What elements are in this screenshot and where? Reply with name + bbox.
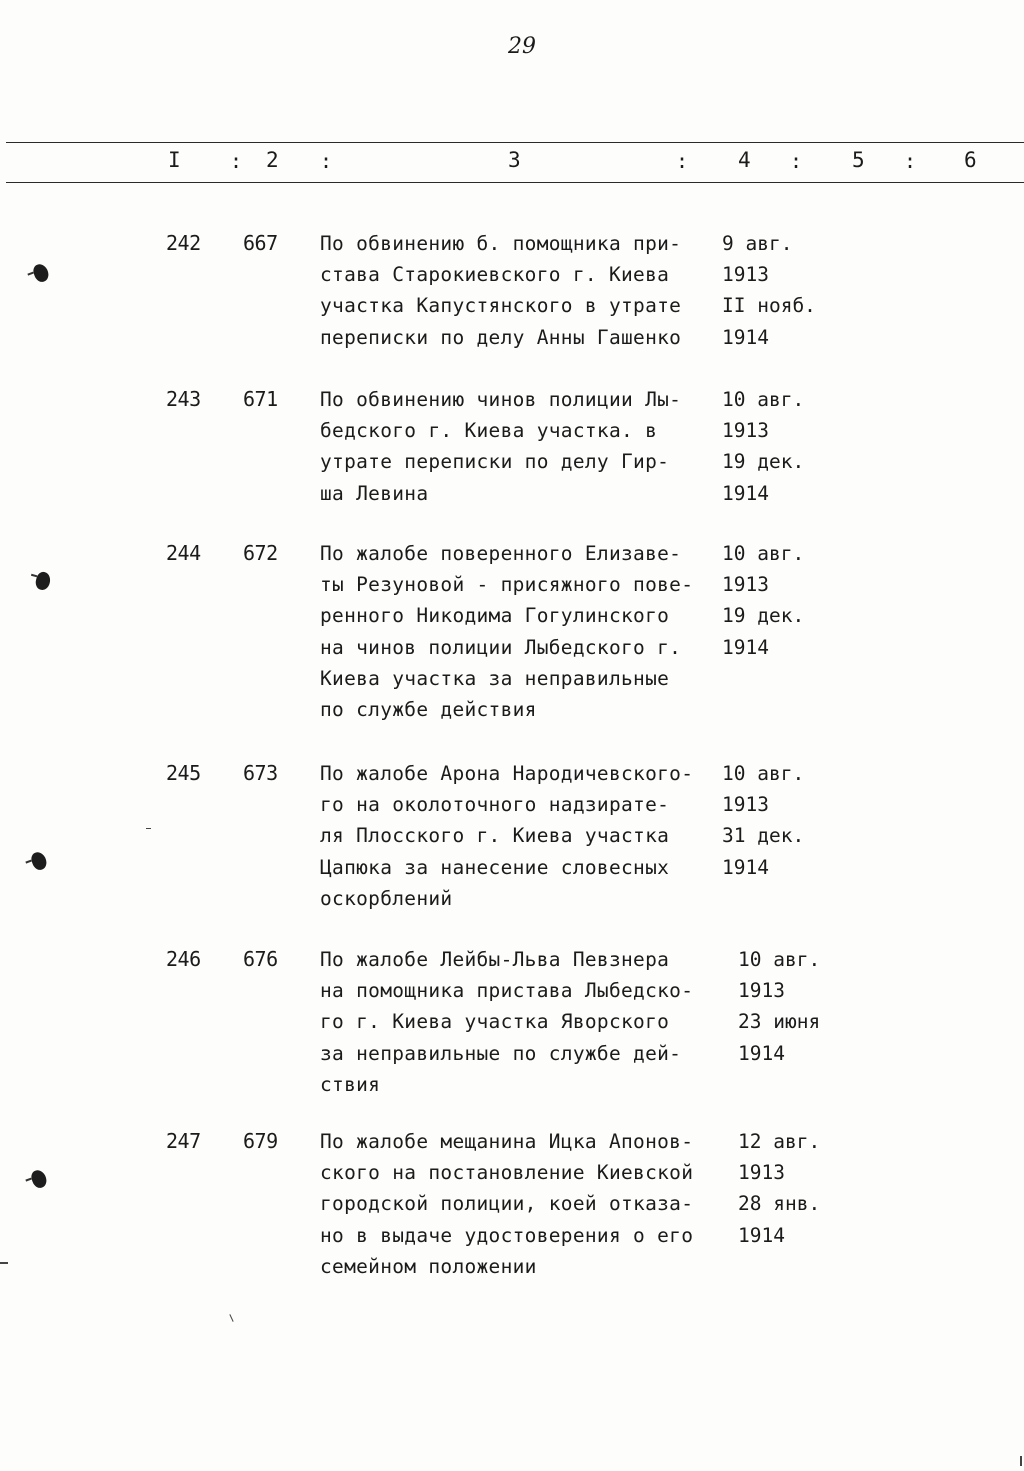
file-number: 676 bbox=[243, 947, 278, 971]
entry-description bbox=[320, 1126, 720, 1282]
end-year: 1914 bbox=[738, 1223, 785, 1247]
description-line: по службе действия bbox=[320, 698, 537, 722]
description-line: городской полиции, коей отказа- bbox=[320, 1192, 694, 1216]
description-line: По жалобе Арона Народичевского- bbox=[320, 762, 694, 785]
column-header-2: 2 bbox=[266, 148, 279, 172]
description-line: ренного Никодима Гогулинского bbox=[320, 604, 670, 628]
entry-description bbox=[320, 228, 720, 353]
entry-number: 245 bbox=[166, 761, 201, 785]
column-separator: : bbox=[320, 149, 333, 173]
description-line: По обвинению б. помощника при- bbox=[320, 232, 682, 255]
entry-number: 242 bbox=[166, 231, 201, 255]
description-line: става Старокиевского г. Киева bbox=[320, 263, 670, 287]
entry-number: 246 bbox=[166, 947, 201, 971]
punch-hole-mark bbox=[29, 1168, 48, 1190]
entry-number: 243 bbox=[166, 387, 201, 411]
punch-hole-mark bbox=[31, 262, 50, 284]
scan-mark bbox=[1020, 1456, 1022, 1466]
description-line: оскорблений bbox=[320, 886, 453, 910]
description-line: переписки по делу Анны Гашенко bbox=[320, 325, 682, 349]
entry-description bbox=[320, 758, 720, 914]
column-separator: : bbox=[790, 149, 803, 173]
description-line: на чинов полиции Лыбедского г. bbox=[320, 635, 682, 659]
column-header-6: 6 bbox=[964, 148, 977, 172]
table-top-rule bbox=[6, 142, 1024, 143]
description-line: го на околоточного надзирате- bbox=[320, 793, 670, 817]
start-year: 1913 bbox=[722, 419, 769, 443]
end-year: 1914 bbox=[722, 855, 769, 879]
end-date: II нояб. bbox=[722, 294, 816, 318]
description-line: утрате переписки по делу Гир- bbox=[320, 450, 670, 474]
end-year: 1914 bbox=[722, 481, 769, 505]
entry-number: 247 bbox=[166, 1129, 201, 1153]
punch-hole-mark bbox=[34, 570, 52, 591]
description-line: ского на постановление Киевской bbox=[320, 1161, 694, 1185]
description-line: ты Резуновой - присяжного пове- bbox=[320, 573, 694, 597]
column-header-5: 5 bbox=[852, 148, 865, 172]
column-header-1: I bbox=[168, 148, 181, 172]
description-line: По жалобе Лейбы-Льва Певзнера bbox=[320, 948, 670, 971]
scan-mark bbox=[146, 828, 151, 829]
description-line: ля Плосского г. Киева участка bbox=[320, 824, 670, 848]
start-date: 9 авг. bbox=[722, 232, 793, 255]
end-year: 1914 bbox=[722, 325, 769, 349]
start-date: 10 авг. bbox=[738, 948, 821, 971]
entry-dates bbox=[738, 1126, 858, 1251]
description-line: По обвинению чинов полиции Лы- bbox=[320, 388, 682, 411]
description-line: на помощника пристава Лыбедско- bbox=[320, 979, 694, 1003]
file-number: 673 bbox=[243, 761, 278, 785]
entry-dates bbox=[722, 384, 842, 509]
entry-description bbox=[320, 384, 720, 509]
end-date: 28 янв. bbox=[738, 1192, 821, 1216]
start-year: 1913 bbox=[722, 263, 769, 287]
start-year: 1913 bbox=[722, 793, 769, 817]
scan-mark bbox=[0, 1262, 8, 1264]
entry-description bbox=[320, 538, 720, 725]
entry-dates bbox=[738, 944, 858, 1069]
start-year: 1913 bbox=[738, 979, 785, 1003]
end-year: 1914 bbox=[722, 635, 769, 659]
column-header-3: 3 bbox=[508, 148, 521, 172]
description-line: бедского г. Киева участка. в bbox=[320, 419, 658, 443]
description-line: ствия bbox=[320, 1072, 381, 1096]
file-number: 671 bbox=[243, 387, 278, 411]
start-date: 12 авг. bbox=[738, 1130, 821, 1153]
description-line: Киева участка за неправильные bbox=[320, 666, 670, 690]
description-line: По жалобе поверенного Елизаве- bbox=[320, 542, 682, 565]
column-separator: : bbox=[676, 149, 689, 173]
end-date: 23 июня bbox=[738, 1010, 821, 1034]
description-line: ша Левина bbox=[320, 481, 429, 505]
description-line: По жалобе мещанина Ицка Апонов- bbox=[320, 1130, 694, 1153]
file-number: 679 bbox=[243, 1129, 278, 1153]
start-year: 1913 bbox=[738, 1161, 785, 1185]
scan-mark bbox=[229, 1314, 233, 1322]
description-line: семейном положении bbox=[320, 1254, 537, 1278]
description-line: го г. Киева участка Яворского bbox=[320, 1010, 670, 1034]
start-date: 10 авг. bbox=[722, 542, 805, 565]
page-number: 29 bbox=[508, 34, 536, 59]
column-separator: : bbox=[230, 149, 243, 173]
entry-dates bbox=[722, 228, 842, 353]
description-line: за неправильные по службе дей- bbox=[320, 1041, 682, 1065]
end-date: 19 дек. bbox=[722, 450, 805, 474]
entry-dates bbox=[722, 758, 842, 883]
end-year: 1914 bbox=[738, 1041, 785, 1065]
start-date: 10 авг. bbox=[722, 388, 805, 411]
entry-description bbox=[320, 944, 720, 1100]
file-number: 667 bbox=[243, 231, 278, 255]
start-date: 10 авг. bbox=[722, 762, 805, 785]
entry-number: 244 bbox=[166, 541, 201, 565]
punch-hole-mark bbox=[29, 850, 48, 872]
column-header-4: 4 bbox=[738, 148, 751, 172]
description-line: но в выдаче удостоверения о его bbox=[320, 1223, 694, 1247]
end-date: 31 дек. bbox=[722, 824, 805, 848]
end-date: 19 дек. bbox=[722, 604, 805, 628]
start-year: 1913 bbox=[722, 573, 769, 597]
description-line: Цапюка за нанесение словесных bbox=[320, 855, 670, 879]
column-separator: : bbox=[904, 149, 917, 173]
file-number: 672 bbox=[243, 541, 278, 565]
table-header-bottom-rule bbox=[6, 182, 1024, 183]
description-line: участка Капустянского в утрате bbox=[320, 294, 682, 318]
entry-dates bbox=[722, 538, 842, 663]
